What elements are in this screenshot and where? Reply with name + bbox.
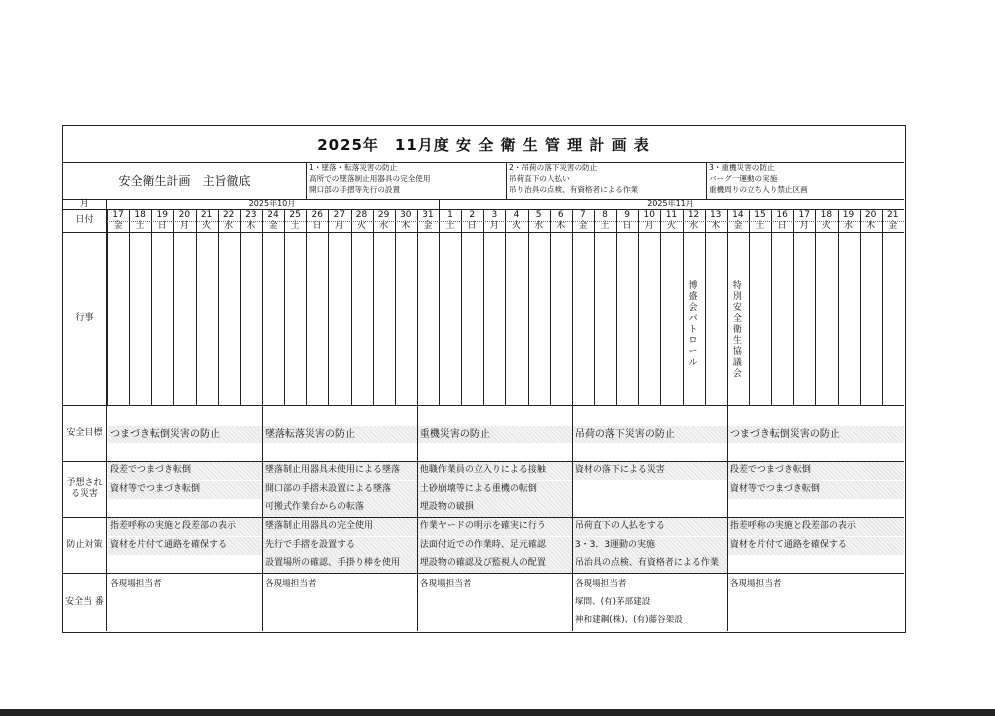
rule — [63, 573, 904, 574]
duty-staff-line: 塚間、(有)茅部建設 — [574, 597, 651, 607]
day-number: 11 — [665, 210, 678, 220]
day-number: 10 — [643, 210, 655, 220]
prevention-measure-cell: 法面付近での作業時、足元確認 — [418, 537, 572, 555]
day-number: 16 — [776, 210, 788, 220]
prevention-measure-cell: 墜落制止用器具の完全使用 — [263, 518, 417, 536]
day-weekday: 金 — [888, 221, 898, 231]
predicted-hazard-cell: 資材の落下による災害 — [573, 462, 727, 480]
duty-staff-line: 各現場担当者 — [574, 579, 627, 589]
day-weekday: 月 — [489, 221, 499, 231]
predicted-hazard-cell: 他職作業員の立入りによる接触 — [418, 462, 572, 480]
day-divider — [860, 209, 861, 405]
policy-item-2 — [507, 162, 707, 199]
prevention-measure-cell: 吊治具の点検、有資格者による作業 — [573, 555, 727, 573]
day-number: 1 — [447, 210, 453, 220]
day-weekday: 水 — [224, 221, 234, 231]
day-divider — [107, 209, 108, 405]
day-weekday: 金 — [578, 221, 588, 231]
day-divider — [882, 209, 883, 405]
day-weekday: 金 — [423, 221, 433, 231]
prevention-measure-cell — [108, 555, 262, 573]
policy-line: 吊り治具の点検、有資格者による作業 — [509, 185, 639, 194]
day-weekday: 木 — [866, 221, 876, 231]
page-title: 2025年 11月度 安 全 衛 生 管 理 計 画 表 — [63, 126, 904, 163]
prevention-measure-cell — [728, 555, 904, 573]
day-number: 20 — [864, 210, 877, 220]
day-weekday: 日 — [467, 221, 477, 231]
predicted-hazard-cell: 段差でつまづき転倒 — [728, 462, 904, 480]
predicted-hazard-cell: 資材等でつまづき転倒 — [728, 481, 904, 499]
day-divider — [395, 209, 396, 405]
day-number: 13 — [709, 210, 722, 220]
duty-staff-line: 各現場担当者 — [264, 579, 317, 589]
policy-line: 3・重機災害の防止 — [709, 163, 775, 172]
day-number: 14 — [732, 210, 744, 220]
day-number: 22 — [222, 210, 235, 220]
goal-cell: 重機災害の防止 — [418, 426, 572, 443]
policy-line: 2・吊荷の落下災害の防止 — [509, 163, 598, 172]
day-weekday: 土 — [290, 221, 300, 231]
predicted-hazard-cell: 開口部の手摺未設置による墜落 — [263, 481, 417, 499]
prevention-measure-cell: 指差呼称の実施と段差部の表示 — [728, 518, 904, 536]
day-weekday: 金 — [733, 221, 743, 231]
prevention-measure-cell: 指差呼称の実施と段差部の表示 — [108, 518, 262, 536]
day-number: 25 — [289, 210, 301, 220]
day-divider — [151, 209, 152, 405]
day-divider — [616, 209, 617, 405]
rule — [63, 405, 904, 406]
policy-line: 吊荷直下の人払い — [509, 174, 570, 183]
day-divider — [793, 209, 794, 405]
label-duty: 安全当 番 — [63, 573, 107, 631]
policy-line: 1・墜落・転落災害の防止 — [309, 163, 398, 172]
goal-cell: つまづき転倒災害の防止 — [728, 426, 904, 443]
day-weekday: 月 — [644, 221, 654, 231]
day-number: 19 — [842, 210, 855, 220]
day-weekday: 水 — [379, 221, 389, 231]
prevention-measure-cell: 埋設物の確認及び監視人の配置 — [418, 555, 572, 573]
month-label-nov: 2025年11月 — [647, 199, 694, 208]
day-weekday: 木 — [401, 221, 411, 231]
day-number: 4 — [513, 210, 520, 220]
day-divider — [129, 209, 130, 405]
day-weekday: 日 — [777, 221, 787, 231]
day-weekday: 木 — [556, 221, 566, 231]
day-number: 24 — [267, 210, 279, 220]
day-weekday: 土 — [135, 221, 145, 231]
day-weekday: 火 — [821, 221, 831, 231]
duty-staff-line: 各現場担当者 — [110, 579, 162, 589]
day-number: 18 — [134, 210, 146, 220]
day-number: 20 — [178, 210, 191, 220]
day-divider — [173, 209, 174, 405]
prevention-measure-cell: 資材を片付て通路を確保する — [728, 537, 904, 555]
safety-plan-sheet — [62, 125, 906, 633]
predicted-hazard-cell — [573, 499, 727, 517]
day-weekday: 木 — [246, 221, 256, 231]
day-number: 29 — [377, 210, 390, 220]
day-divider — [373, 209, 374, 405]
policy-line: 高所での墜落制止用器具の完全使用 — [309, 174, 431, 183]
day-divider — [815, 209, 816, 405]
day-number: 18 — [820, 210, 833, 220]
day-weekday: 木 — [711, 221, 721, 231]
predicted-hazard-cell — [573, 481, 727, 499]
day-number: 6 — [557, 210, 564, 220]
day-weekday: 月 — [179, 221, 189, 231]
label-events: 行事 — [63, 232, 107, 405]
label-predicted: 予想され る災害 — [63, 461, 107, 517]
goal-cell: 墜落転落災害の防止 — [263, 426, 417, 443]
policy-item-3 — [707, 162, 904, 199]
day-divider — [638, 209, 639, 405]
day-divider — [505, 209, 506, 405]
policy-main: 安全衛生計画 主旨徹底 — [63, 162, 307, 199]
label-date: 日付 — [63, 209, 107, 232]
day-divider — [528, 209, 529, 405]
day-weekday: 日 — [312, 221, 322, 231]
day-divider — [550, 209, 551, 405]
label-month: 月 — [63, 199, 107, 209]
day-number: 23 — [245, 210, 257, 220]
day-number: 19 — [156, 210, 168, 220]
policy-line: 重機周りの立ち入り禁止区画 — [709, 185, 808, 194]
label-goal: 安全目標 — [63, 405, 107, 461]
day-weekday: 水 — [689, 221, 699, 231]
day-number: 15 — [754, 210, 766, 220]
date-weekday-divider — [107, 221, 904, 222]
predicted-hazard-cell: 可搬式作業台からの転落 — [263, 499, 417, 517]
day-divider — [461, 209, 462, 405]
day-weekday: 月 — [799, 221, 809, 231]
day-weekday: 土 — [755, 221, 765, 231]
policy-item-1 — [307, 162, 507, 199]
event-label: 特別安全衛生協議会 — [732, 281, 742, 379]
day-divider — [572, 209, 573, 405]
day-number: 5 — [535, 210, 542, 220]
day-divider — [705, 209, 706, 405]
day-weekday: 金 — [113, 221, 123, 231]
policy-line: バーグ一運動の実施 — [709, 174, 778, 183]
goal-cell: つまづき転倒災害の防止 — [108, 426, 262, 443]
day-weekday: 火 — [666, 221, 676, 231]
day-number: 21 — [200, 210, 213, 220]
label-prevention: 防止対策 — [63, 517, 107, 573]
day-weekday: 月 — [334, 221, 344, 231]
day-divider — [594, 209, 595, 405]
day-divider — [727, 209, 728, 405]
day-weekday: 水 — [534, 221, 544, 231]
day-divider — [483, 209, 484, 405]
prevention-measure-cell: 作業ヤードの明示を確実に行う — [418, 518, 572, 536]
day-weekday: 金 — [268, 221, 278, 231]
predicted-hazard-cell — [108, 499, 262, 517]
day-number: 26 — [311, 210, 323, 220]
predicted-hazard-cell: 土砂崩壊等による重機の転倒 — [418, 481, 572, 499]
day-divider — [749, 209, 750, 405]
predicted-hazard-cell: 資材等でつまづき転倒 — [108, 481, 262, 499]
day-divider — [838, 209, 839, 405]
day-divider — [196, 209, 197, 405]
prevention-measure-cell: 設置場所の確認、手掛り棒を使用 — [263, 555, 417, 573]
day-weekday: 土 — [600, 221, 610, 231]
day-divider — [306, 209, 307, 405]
day-number: 17 — [798, 210, 810, 220]
day-number: 2 — [469, 210, 476, 220]
duty-staff-line: 各現場担当者 — [729, 579, 782, 589]
predicted-hazard-cell: 埋設物の破損 — [418, 499, 572, 517]
day-number: 9 — [624, 210, 630, 220]
prevention-measure-cell: 3・3．3運動の実施 — [573, 537, 727, 555]
month-label-oct: 2025年10月 — [248, 199, 296, 208]
predicted-hazard-cell: 墜落制止用器具未使用による墜落 — [263, 462, 417, 480]
day-number: 31 — [422, 210, 434, 220]
scan-edge — [0, 709, 995, 716]
prevention-measure-cell: 先行で手摺を設置する — [263, 537, 417, 555]
day-divider — [683, 209, 684, 405]
day-divider — [284, 209, 285, 405]
predicted-hazard-cell: 段差でつまづき転倒 — [108, 462, 262, 480]
goal-cell: 吊荷の落下災害の防止 — [573, 426, 727, 443]
day-weekday: 火 — [511, 221, 521, 231]
day-number: 17 — [112, 210, 124, 220]
day-number: 28 — [355, 210, 368, 220]
duty-staff-line: 各現場担当者 — [419, 579, 472, 589]
day-weekday: 水 — [844, 221, 854, 231]
day-number: 12 — [687, 210, 700, 220]
policy-row — [63, 162, 904, 200]
day-divider — [262, 209, 263, 405]
event-label: 博盛会パトロール — [688, 281, 698, 368]
day-divider — [218, 209, 219, 405]
day-weekday: 火 — [356, 221, 366, 231]
prevention-measure-cell: 吊荷直下の人払をする — [573, 518, 727, 536]
day-number: 27 — [333, 210, 346, 220]
day-divider — [328, 209, 329, 405]
duty-staff-line: 神和建鋼(株)、(有)藤谷架設 — [574, 615, 683, 625]
day-number: 21 — [887, 210, 899, 220]
day-divider — [660, 209, 661, 405]
day-divider — [417, 209, 418, 405]
day-number: 3 — [491, 210, 498, 220]
policy-line: 開口部の手摺等先行の設置 — [309, 185, 401, 194]
day-weekday: 日 — [157, 221, 167, 231]
day-weekday: 火 — [202, 221, 212, 231]
day-weekday: 日 — [622, 221, 632, 231]
day-weekday: 土 — [445, 221, 455, 231]
day-divider — [771, 209, 772, 405]
day-divider — [351, 209, 352, 405]
day-divider — [240, 209, 241, 405]
predicted-hazard-cell — [728, 499, 904, 517]
day-number: 30 — [400, 210, 412, 220]
prevention-measure-cell: 資材を片付て通路を確保する — [108, 537, 262, 555]
day-number: 7 — [580, 210, 586, 220]
day-number: 8 — [602, 210, 608, 220]
